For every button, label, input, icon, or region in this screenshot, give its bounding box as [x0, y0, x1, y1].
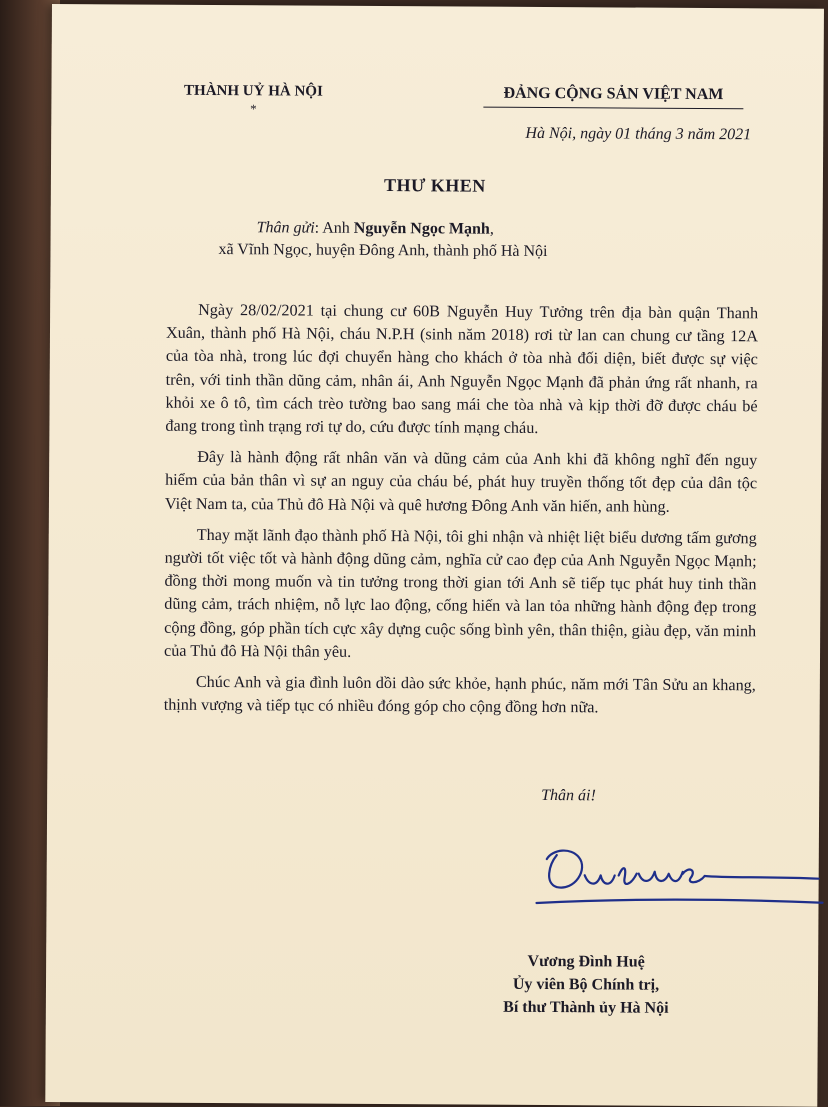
greeting-block — [218, 217, 738, 264]
greeting-prefix: Thân gửi — [256, 219, 315, 237]
header-underline — [483, 107, 743, 110]
signer-name: Vương Đình Huệ — [527, 952, 645, 971]
greeting-line — [219, 217, 739, 242]
org-right-label: ĐẢNG CỘNG SẢN VIỆT NAM — [503, 84, 724, 104]
signer-block — [476, 950, 696, 1020]
org-header-left — [168, 83, 338, 117]
signer-role-1: Ủy viên Bộ Chính trị, — [512, 975, 660, 994]
greeting-colon: : Anh — [314, 219, 354, 237]
closing-salutation: Thân ái! — [541, 787, 596, 805]
handwritten-signature — [526, 825, 827, 917]
greeting-comma: , — [489, 220, 494, 238]
letter-body — [164, 299, 759, 729]
signer-role-2: Bí thư Thành ủy Hà Nội — [503, 998, 669, 1017]
paragraph-3: Thay mặt lãnh đạo thành phố Hà Nội, tôi ghi nhận và nhiệt liệt biểu dương tấm gương người tốt việc tốt và hành động dũng cảm, nghĩa cử cao đẹp của Anh Nguyễn Ngọc Mạnh; đồng thời mong muốn và tin tưởng trong thời gian tới Anh sẽ tiếp tục phát huy tinh thần dũng cảm, trách nhiệm, nỗ lực lao động, cống hiến và lan tỏa những hành động đẹp trong cộng đồng, góp phần tích cực xây dựng cuộc sống bình yên, thân thiện, giàu đẹp, văn minh của Thủ đô Hà Nội thân yêu. — [163, 525, 757, 661]
paragraph-4: Chúc Anh và gia đình luôn dồi dào sức khỏe, hạnh phúc, năm mới Tân Sửu an khang, thịnh vượng và tiếp tục có nhiều đóng góp cho cộng đồng hơn nữa. — [163, 672, 756, 717]
paragraph-2: Đây là hành động rất nhân văn và dũng cảm của Anh khi đã không nghĩ đến nguy hiểm của bản thân vì sự an nguy của cháu bé, phát huy truyền thống tốt đẹp của dân tộc Việt Nam ta, của Thủ đô Hà Nội và quê hương Đông Anh văn hiến, anh hùng. — [164, 448, 758, 516]
star-mark: * — [250, 101, 257, 117]
letter-paper — [45, 4, 824, 1107]
recipient-name: Nguyễn Ngọc Mạnh — [353, 219, 490, 238]
letter-title: THƯ KHEN — [383, 175, 486, 196]
paragraph-1: Ngày 28/02/2021 tại chung cư 60B Nguyễn Huy Tưởng trên địa bàn quận Thanh Xuân, thành phố Hà Nội, cháu N.P.H (sinh năm 2018) rơi từ lan can chung cư tầng 12A của tòa nhà, trong lúc đợi chuyển hàng cho khách ở tòa nhà đối diện, biết được sự việc trên, với tinh thần dũng cảm, nhân ái, Anh Nguyễn Ngọc Mạnh đã phản ứng rất nhanh, ra khỏi xe ô tô, tìm cách trèo tường bao sang mái che tòa nhà và kịp thời đỡ được cháu bé đang trong tình trạng rơi tự do, cứu được tính mạng cháu. — [165, 300, 759, 437]
letter-date: Hà Nội, ngày 01 tháng 3 năm 2021 — [525, 124, 752, 144]
org-header-right — [475, 85, 751, 110]
recipient-address: xã Vĩnh Ngọc, huyện Đông Anh, thành phố Hà Nội — [218, 241, 548, 261]
org-left-label: THÀNH UỶ HÀ NỘI — [184, 82, 323, 100]
